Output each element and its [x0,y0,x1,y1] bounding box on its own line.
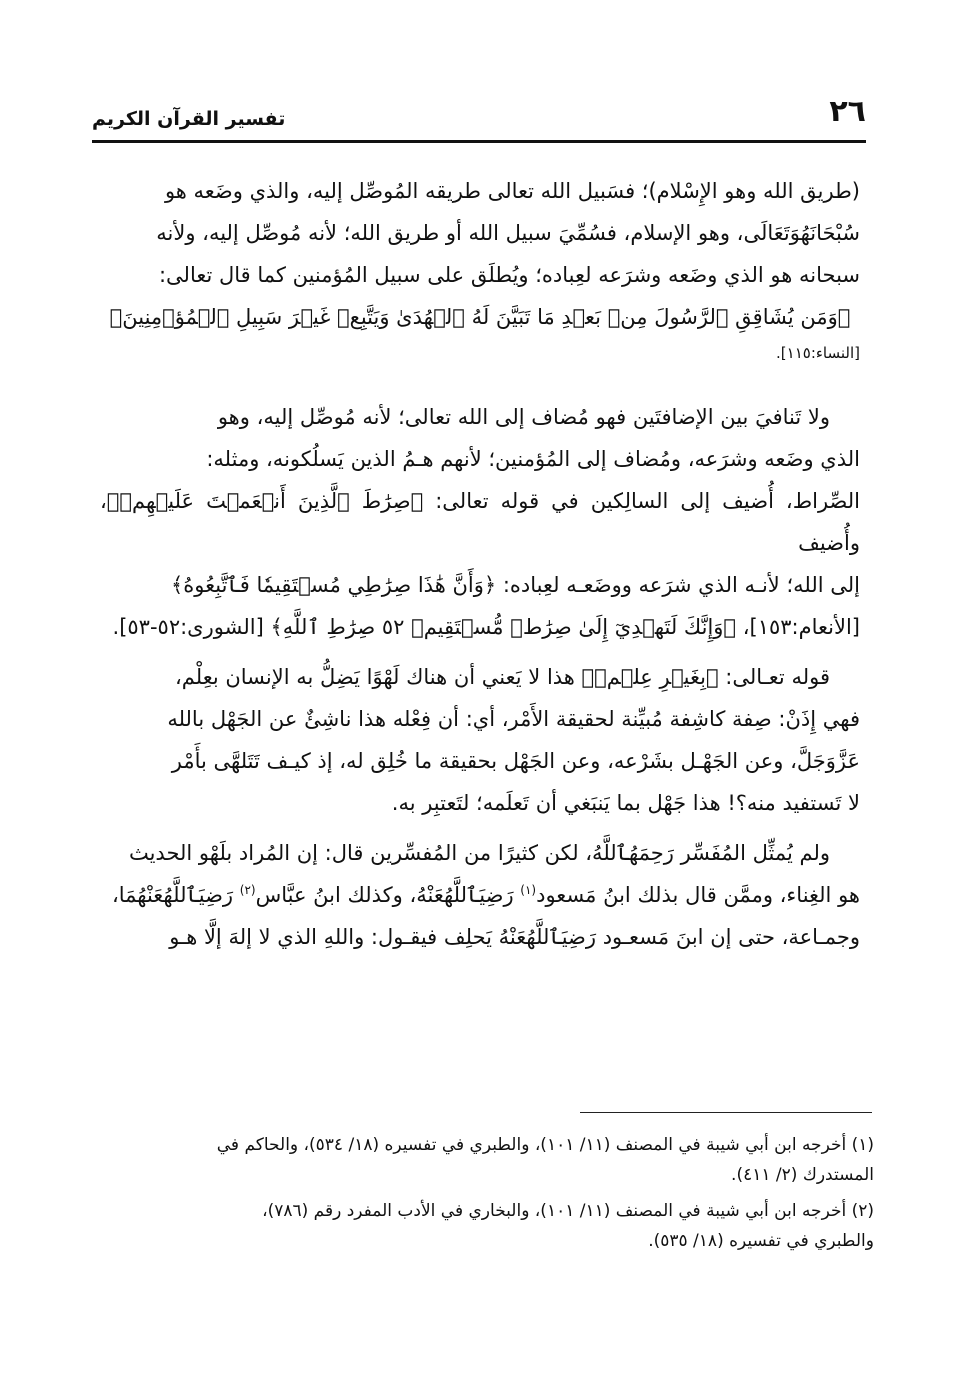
footnote-line: المستدرك (٢/ ٤١١). [731,1165,874,1185]
page-number: ٢٦ [829,94,866,129]
footnotes [104,1130,874,1262]
footnote-line: والطبري في تفسيره (١٨/ ٥٣٥). [648,1231,874,1251]
paragraph-line: إلى الله؛ لأنـه الذي شرَعه ووضَعـه لعِباده: ﴿وَأَنَّ هَٰذَا صِرَٰطِي مُسۡتَقِيمٗا فَٱتَّبِعُوهُ﴾ [170,573,860,597]
paragraph-line: سُبْحَانَهُوَتَعَالَى، وهو الإسلام، فسُمِّيَ سبيل الله أو طريق الله؛ لأنه مُوصِّل إليه، ولأنه [156,221,860,245]
paragraph-line: قوله تعـالى: ﴿بِغَيۡرِ عِلۡمٖ﴾ هذا لا يَعني أن هناك لَهْوًا يَضِلُّ به الإنسان بعِلْم، [174,665,830,689]
verse-reference: [النساء:١١٥]. [776,344,860,362]
paragraph-line: فهي إِذَنْ: صِفة كاشِفة مُبيِّنة لحقيقة الأَمْر، أي: أن فِعْله هذا ناشِئٌ عن الجَهْل بالله [167,707,860,731]
paragraph-line: الصِّراط، أُضيف إلى السالِكين في قوله تعالى: ﴿صِرَٰطَ ٱلَّذِينَ أَنۡعَمۡتَ عَلَيۡهِمۡ﴾، وأُضيف [100,489,860,555]
header-rule [92,140,866,143]
footnote-2 [104,1196,874,1256]
footnote-line: (٢) أخرجه ابن أبي شيبة في المصنف (١١/ ١٠١)، والبخاري في الأدب المفرد رقم (٧٨٦)، [262,1201,874,1221]
text-segment: هو الغِناء، وممَّن قال بذلك ابنُ مَسعود [536,883,860,907]
paragraph-line [100,874,860,916]
quran-verse: ﴿وَمَن يُشَاقِقِ ٱلرَّسُولَ مِنۢ بَعۡدِ مَا تَبَيَّنَ لَهُ ٱلۡهُدَىٰ وَيَتَّبِعۡ غَيۡرَ سَبِيلِ ٱلۡمُؤۡمِنِينَ﴾ [109,305,851,329]
running-title: تفسير القرآن الكريم [92,108,286,130]
paragraph-line: لا تَستفيد منه؟! هذا جَهْل بما يَنبَغي أن تَعلَمه؛ لتَعتبِر به. [391,791,860,815]
paragraph-line: وجمـاعة، حتى إن ابنَ مَسعـود رَضِيَٱللَّهُعَنْهُ يَحلِف فيقـول: واللهِ الذي لا إلهَ إلَّا هـو [169,925,860,949]
page-header [92,88,866,144]
paragraph-line: الذي وضَعه وشرَعه، ومُضاف إلى المُؤمنين؛ لأنهم هـمُ الذين يَسلُكونه، ومثله: [206,447,860,471]
paragraph-line: [الأنعام:١٥٣]، ﴿وَإِنَّكَ لَتَهۡدِيٓ إِلَىٰ صِرَٰطٖ مُّسۡتَقِيمٖ ٥٢ صِرَٰطِ ٱللَّهِ﴾ [الشورى:٥٢-٥٣]. [112,615,860,639]
paragraph-line: ولا تَنافيَ بين الإضافتَين فهو مُضاف إلى الله تعالى؛ لأنه مُوصِّل إليه، وهو [217,405,830,429]
paragraph-line: ولم يُمثِّل المُفَسِّر رَحِمَهُٱللَّهُ، لكن كثيرًا من المُفسِّرين قال: إن المُراد بلَهْو الحديث [128,841,830,865]
footnote-marker[interactable]: (١) [520,883,537,897]
main-text [100,170,860,958]
text-segment: رَضِيَٱللَّهُعَنْهُمَا، [111,883,234,907]
footnote-marker[interactable]: (٢) [239,883,256,897]
footnote-line: (١) أخرجه ابن أبي شيبة في المصنف (١١/ ١٠١)، والطبري في تفسيره (١٨/ ٥٣٤)، والحاكم في [216,1135,874,1155]
paragraph-line: عَزَّوَجَلَّ، وعن الجَهْـل بشَرْعه، وعن الجَهْل بحقيقة ما خُلِق له، إذ كيـف تَتَلهَّى بأَمْر [171,749,860,773]
paragraph-line: (طريق الله وهو الإِسْلام)؛ فسَبيل الله تعالى طريقه المُوصِّل إليه، والذي وضَعه هو [164,179,860,203]
paragraph-line: سبحانه هو الذي وضَعه وشرَعه لعِباده؛ ويُطلَق على سبيل المُؤمنين كما قال تعالى: [158,263,860,287]
text-segment: رَضِيَٱللَّهُعَنْهُ، وكذلك ابنُ عبَّاس [255,883,514,907]
footnote-rule [580,1112,872,1113]
footnote-1 [104,1130,874,1190]
